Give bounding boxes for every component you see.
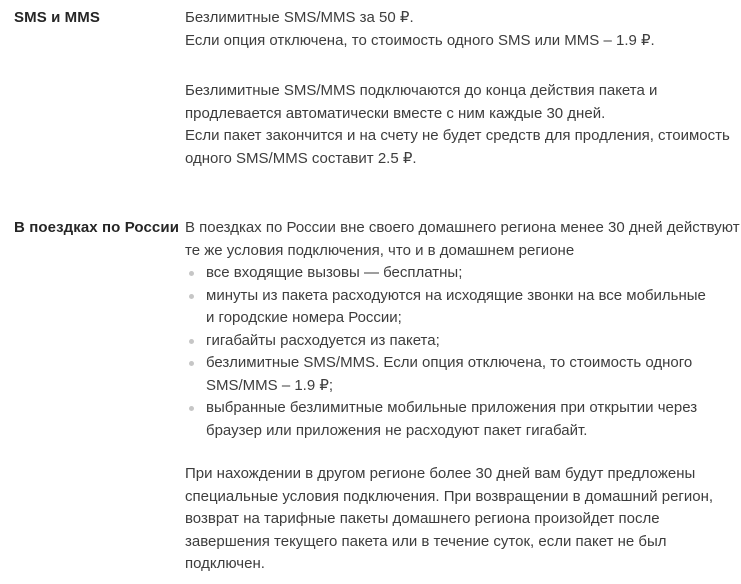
text-line: SMS/MMS – 1.9 ₽;	[206, 376, 334, 394]
tariff-section-travel	[14, 217, 740, 576]
text-line: Если опция отключена, то стоимость одного SMS или MMS – 1.9 ₽.	[185, 31, 655, 49]
text-line: Безлимитные SMS/MMS подключаются до конца действия пакета и	[185, 82, 658, 99]
bullet-dot-icon	[189, 339, 194, 344]
text-line: завершения текущего пакета или в течение суток, если пакет не был	[185, 532, 667, 550]
paragraph-travel-intro	[185, 217, 740, 262]
text-line: При нахождении в другом регионе более 30 дней вам будут предложены	[185, 465, 696, 482]
text-line: В поездках по России вне своего домашнего региона менее 30 дней действуют	[185, 219, 740, 236]
section-label-sms: SMS и MMS	[14, 9, 100, 26]
bullet-dot-icon	[189, 271, 194, 276]
list-item	[185, 397, 731, 442]
text-line: гигабайты расходуется из пакета;	[206, 331, 440, 349]
text-line: выбранные безлимитные мобильные приложения при открытии через	[206, 399, 698, 416]
text-line: безлимитные SMS/MMS. Если опция отключена, то стоимость одного	[206, 354, 693, 371]
paragraph-sms-renewal	[185, 80, 731, 170]
text-line: продлевается автоматически вместе с ним каждые 30 дней.	[185, 104, 606, 122]
text-line: Если пакет закончится и на счету не будет средств для продления, стоимость	[185, 127, 730, 144]
bullet-dot-icon	[189, 361, 194, 366]
section-content-sms	[185, 7, 731, 170]
list-item	[185, 330, 731, 353]
tariff-section-sms	[14, 7, 731, 170]
section-label-travel: В поездках по России	[14, 219, 180, 236]
text-line: все входящие вызовы — бесплатны;	[206, 264, 463, 281]
text-line: подключен.	[185, 555, 265, 572]
text-line: Безлимитные SMS/MMS за 50 ₽.	[185, 9, 414, 26]
paragraph-travel-outro	[185, 463, 731, 576]
paragraph-sms-price	[185, 7, 731, 52]
list-item	[185, 352, 731, 397]
list-item	[185, 285, 731, 330]
travel-conditions-list	[185, 262, 731, 442]
text-line: одного SMS/MMS составит 2.5 ₽.	[185, 149, 417, 167]
text-line: те же условия подключения, что и в домашнем регионе	[185, 241, 575, 259]
text-line: браузер или приложения не расходуют пакет гигабайт.	[206, 421, 588, 439]
bullet-dot-icon	[189, 294, 194, 299]
section-content-travel	[185, 217, 740, 576]
text-line: и городские номера России;	[206, 309, 402, 326]
text-line: специальные условия подключения. При возвращении в домашний регион,	[185, 487, 714, 505]
bullet-dot-icon	[189, 406, 194, 411]
list-item	[185, 262, 731, 285]
text-line: минуты из пакета расходуются на исходящие звонки на все мобильные	[206, 286, 706, 304]
text-line: возврат на тарифные пакеты домашнего региона произойдет после	[185, 510, 660, 527]
